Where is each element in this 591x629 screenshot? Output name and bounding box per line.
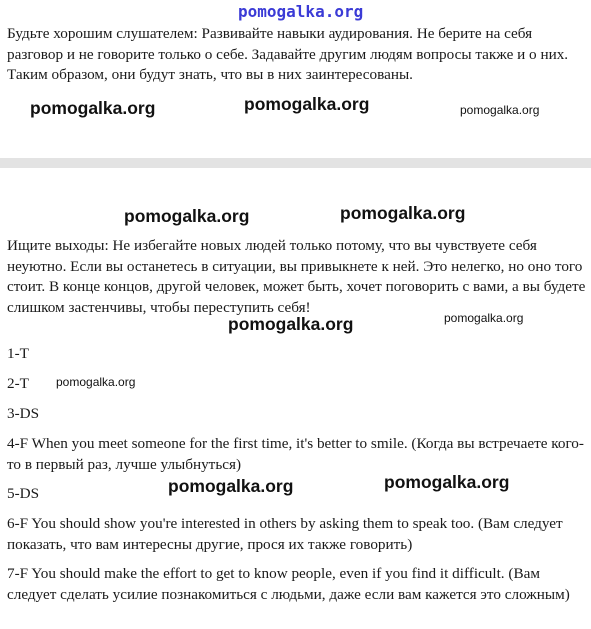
watermark: pomogalka.org bbox=[244, 94, 370, 114]
answer-7: 7-F You should make the effort to get to know people, even if you find it difficult. (Вам следует сделать усилие познакомиться с людьми, даже если вам кажется это сложным) bbox=[7, 565, 570, 603]
watermark: pomogalka.org bbox=[168, 476, 294, 496]
watermark: pomogalka.org bbox=[124, 206, 250, 226]
answer-3: 3-DS bbox=[7, 405, 40, 422]
answer-1: 1-T bbox=[7, 345, 29, 362]
answer-4: 4-F When you meet someone for the first time, it's better to smile. (Когда вы встречаете кого-то в первый раз, лучше улыбнуться) bbox=[7, 435, 584, 473]
answer-2: 2-T bbox=[7, 375, 29, 392]
header-watermark: pomogalka.org bbox=[238, 2, 364, 21]
paragraph-find-ways: Ищите выходы: Не избегайте новых людей только потому, что вы чувствуете себя неуютно. Если вы останетесь в ситуации, вы привыкнете к ней. Это нелегко, но оно того стоит. В конце концов, другой человек, может быть, хочет поговорить с вами, а вы будете слишком застенчивы, чтобы переступить себя! bbox=[7, 237, 586, 316]
watermark: pomogalka.org bbox=[384, 472, 510, 492]
watermark: pomogalka.org bbox=[444, 311, 524, 325]
answer-6: 6-F You should show you're interested in others by asking them to speak too. (Вам следует показать, что вам интересны другие, прося их также говорить) bbox=[7, 515, 563, 553]
watermark: pomogalka.org bbox=[460, 103, 540, 117]
watermark: pomogalka.org bbox=[30, 98, 156, 118]
paragraph-good-listener: Будьте хорошим слушателем: Развивайте навыки аудирования. Не берите на себя разговор и не говорите только о себе. Задавайте другим людям вопросы также и о них. Таким образом, они будут знать, что вы в них заинтересованы. bbox=[7, 25, 569, 83]
watermark: pomogalka.org bbox=[228, 314, 354, 334]
watermark: pomogalka.org bbox=[340, 203, 466, 223]
page-divider bbox=[0, 158, 591, 168]
watermark: pomogalka.org bbox=[56, 375, 136, 389]
answer-5: 5-DS bbox=[7, 485, 40, 502]
